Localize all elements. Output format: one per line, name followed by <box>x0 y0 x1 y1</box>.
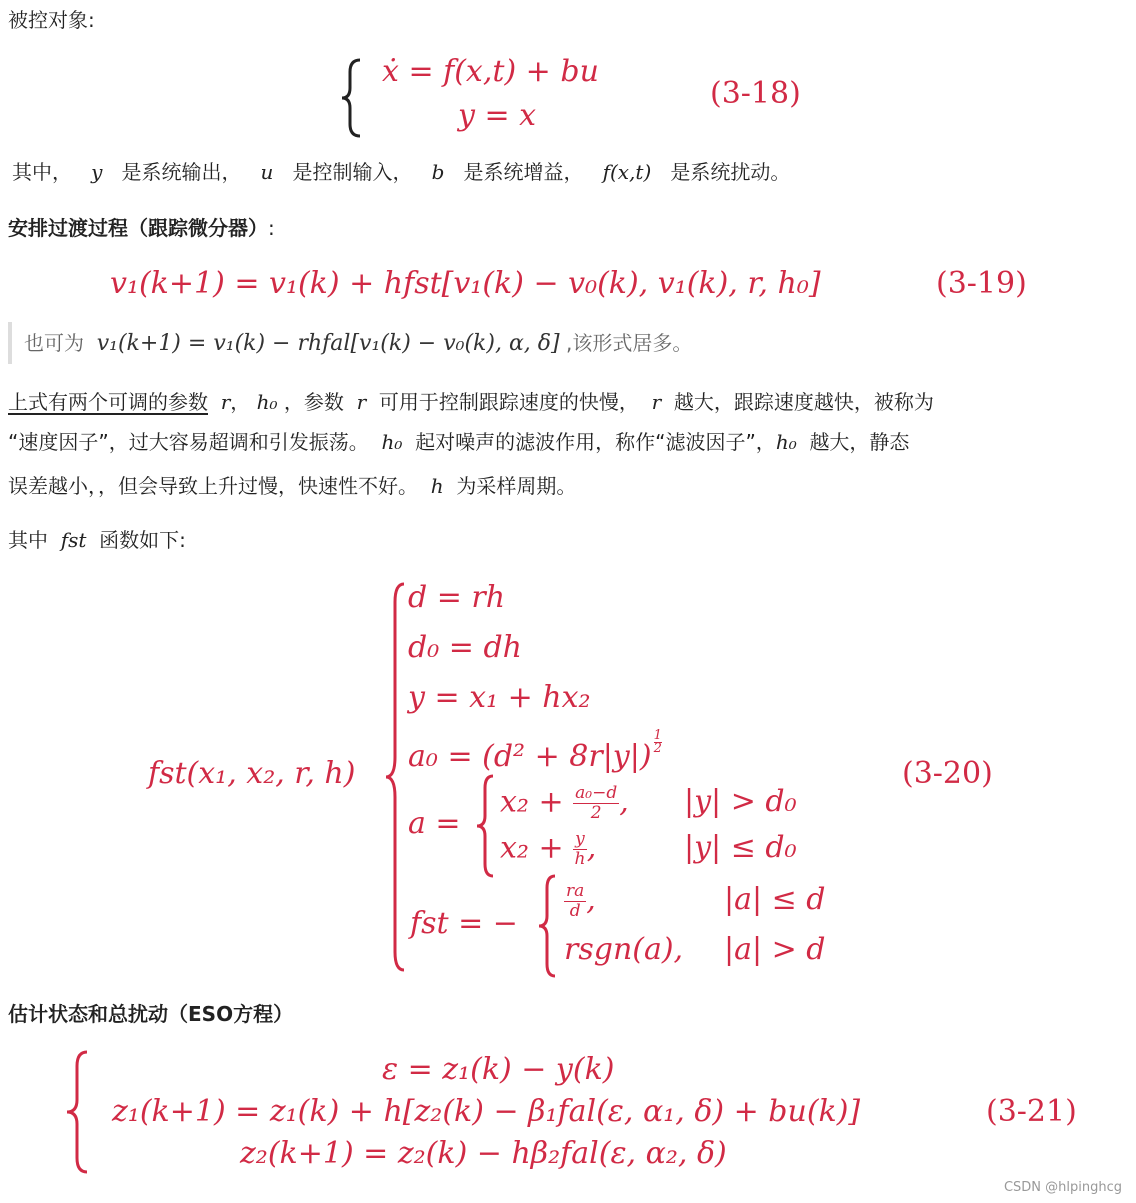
para-text: 可用于控制跟踪速度的快慢， <box>378 390 639 414</box>
td-heading-text: 安排过渡过程（跟踪微分器） <box>8 216 268 240</box>
para-math-h0: h₀ <box>256 390 278 414</box>
frac-den: d <box>569 901 581 921</box>
para-text: 越大，跟踪速度越快，被称为 <box>673 390 934 414</box>
eq-3-18-tag: (3-18) <box>710 76 801 111</box>
eq-3-20-a-cond2: |y| ≤ d₀ <box>684 830 797 865</box>
eq-3-21-line2: z₁(k+1) = z₁(k) + h[z₂(k) − β₁fal(ε, α₁, δ) + bu(k)] <box>112 1094 861 1129</box>
para-text: 越大，静态 <box>809 430 910 454</box>
frac-num: y <box>575 829 585 849</box>
eq-3-20-d0: d₀ = dh <box>408 630 522 665</box>
alternative-form-quote <box>8 322 692 364</box>
para-math-r: r <box>220 390 231 414</box>
case1-fraction <box>573 784 619 823</box>
quote-formula: v₁(k+1) = v₁(k) − rhfal[v₁(k) − v₀(k), α, δ] <box>96 331 560 356</box>
desc-text-2: 是系统输出， <box>121 160 242 184</box>
case2-fraction <box>573 830 587 869</box>
case-prefix: x₂ + <box>500 784 564 820</box>
para-math-h0: h₀ <box>775 430 797 454</box>
quote-prefix: 也可为 <box>24 331 84 355</box>
eq-3-18-line1: ẋ = f(x,t) + bu <box>382 54 599 89</box>
eq-3-20-tag: (3-20) <box>902 756 993 791</box>
fst-intro <box>8 528 186 552</box>
para-text: 为采样周期。 <box>456 474 577 498</box>
eq-3-19: v₁(k+1) = v₁(k) + hfst[v₁(k) − v₀(k), v₁(k), r, h₀] <box>110 266 821 301</box>
fst-intro-text: 其中 <box>8 528 48 552</box>
desc-text-5: 是系统扰动。 <box>670 160 791 184</box>
fst-intro-math: fst <box>60 528 87 552</box>
desc-text-3: 是控制输入， <box>292 160 413 184</box>
desc-text-1: 其中， <box>12 160 72 184</box>
para-math-h0: h₀ <box>381 430 403 454</box>
eq-3-20-a-cond1: |y| > d₀ <box>684 784 797 819</box>
eq-3-20-fst-cond1: |a| ≤ d <box>724 882 826 917</box>
frac-num: a₀−d <box>575 783 618 803</box>
eq-3-20-fst-cond2: |a| > d <box>724 932 826 967</box>
eq-3-21-line1: ε = z₁(k) − y(k) <box>382 1052 615 1087</box>
eq-3-19-tag: (3-19) <box>936 266 1027 301</box>
eq-3-20-lhs: fst(x₁, x₂, r, h) <box>148 756 356 791</box>
desc-math-u: u <box>260 160 274 184</box>
quote-suffix: ,该形式居多。 <box>565 331 693 355</box>
para-text: “速度因子”，过大容易超调和引发振荡。 <box>8 430 369 454</box>
frac-den: 2 <box>590 803 602 823</box>
eq-3-20-a0 <box>408 730 662 774</box>
eq-3-20-a-case2: x₂ + $\frac{y}{h}$ , <box>500 829 597 869</box>
eso-heading: 估计状态和总扰动（ESO方程） <box>8 1002 294 1026</box>
brace-3-18 <box>340 58 364 138</box>
param-para-line2 <box>8 430 909 454</box>
brace-3-20-fst <box>536 874 558 978</box>
fst-case1-fraction <box>564 882 586 921</box>
frac-num: ra <box>566 881 585 901</box>
eq-3-18-line2: y = x <box>458 98 537 133</box>
para-math-r: r <box>356 390 367 414</box>
para-math-h: h <box>430 474 444 498</box>
desc-math-b: b <box>431 160 445 184</box>
exp-num: 1 <box>653 728 662 743</box>
eq-3-20-fst-lhs: fst = − <box>410 906 518 941</box>
para-text: 起对噪声的滤波作用，称作“滤波因子”， <box>415 430 776 454</box>
frac-den: h <box>574 849 586 869</box>
param-para-line1 <box>8 390 934 414</box>
para-text: 误差越小，，但会导致上升过慢，快速性不好。 <box>8 474 418 498</box>
watermark: CSDN @hlpinghcg <box>1003 1180 1122 1195</box>
eq-3-20-a0-exponent <box>654 730 662 755</box>
eq-3-21-tag: (3-21) <box>986 1094 1077 1129</box>
desc-math-fxt: f(x,t) <box>602 160 652 184</box>
brace-3-20-outer <box>383 582 407 972</box>
td-heading <box>8 216 275 240</box>
eq-3-20-y: y = x₁ + hx₂ <box>408 680 591 715</box>
eq-3-20-a0-base: a₀ = (d² + 8r|y|) <box>408 739 652 774</box>
eq-3-20-d: d = rh <box>408 580 506 615</box>
para-text: ，参数 <box>283 390 344 414</box>
param-para-line3 <box>8 474 576 498</box>
eq-3-20-a-lhs: a = <box>408 806 461 841</box>
eq-3-20-fst-case2: rsgn(a), <box>564 932 684 967</box>
plant-heading: 被控对象: <box>8 8 95 32</box>
brace-3-20-a <box>474 774 496 878</box>
exp-den: 2 <box>653 741 662 756</box>
td-heading-colon: : <box>268 216 275 240</box>
brace-3-21 <box>64 1050 90 1174</box>
para-math-r: r <box>651 390 662 414</box>
fst-intro-text: 函数如下: <box>99 528 186 552</box>
desc-math-y: y <box>91 160 103 184</box>
eq-3-20-fst-case1: $\frac{ra}{d}$ , <box>566 881 596 921</box>
plant-description <box>12 160 790 184</box>
para-text: 上式有两个可调的参数 <box>8 390 208 414</box>
case-prefix: x₂ + <box>500 830 564 866</box>
eq-3-20-a-case1: x₂ + $\frac{\text{a₀−d}}{2}$ , <box>500 783 629 823</box>
eq-3-21-line3: z₂(k+1) = z₂(k) − hβ₂fal(ε, α₂, δ) <box>240 1136 727 1171</box>
para-text: ， <box>230 390 251 414</box>
desc-text-4: 是系统增益， <box>463 160 584 184</box>
